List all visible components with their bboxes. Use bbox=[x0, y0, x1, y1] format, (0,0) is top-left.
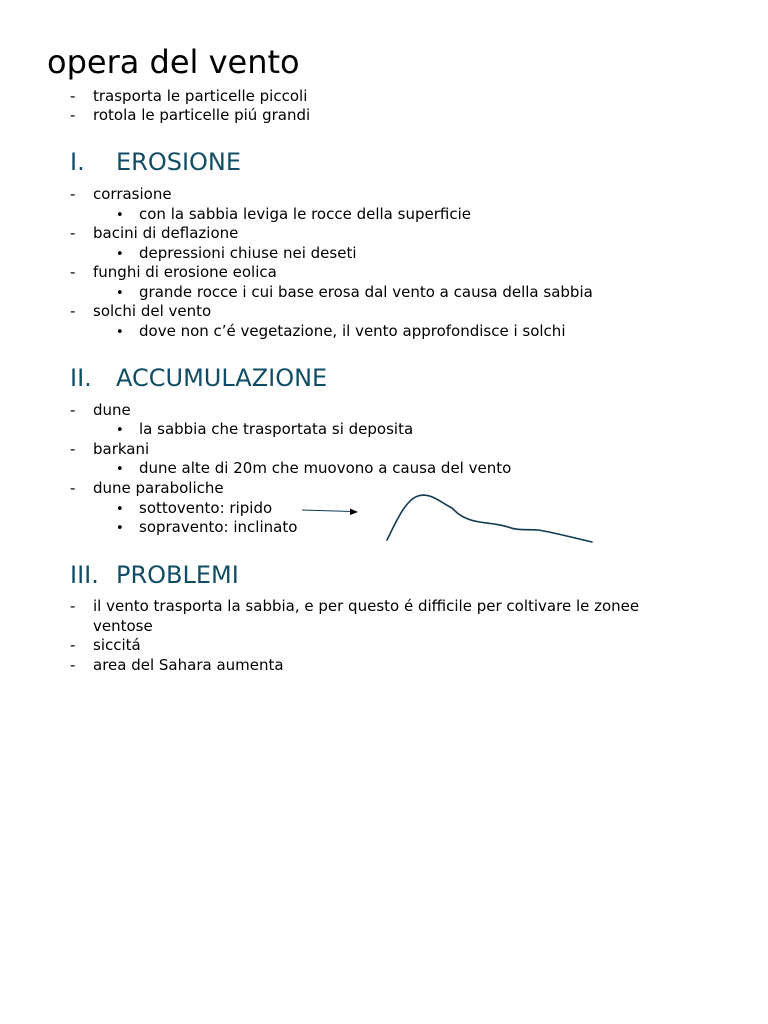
arrow-right-icon bbox=[302, 509, 358, 516]
section-heading-problemi bbox=[70, 560, 239, 590]
list-item bbox=[70, 185, 172, 205]
sub-list-item bbox=[116, 420, 413, 441]
intro-item-text: trasporta le particelle piccoli bbox=[93, 87, 308, 105]
dash-marker: - bbox=[70, 87, 76, 105]
dash-marker: - bbox=[70, 479, 76, 497]
section-title: EROSIONE bbox=[116, 148, 242, 176]
dash-marker: - bbox=[70, 302, 76, 320]
bullet-marker: • bbox=[116, 521, 124, 536]
dash-marker: - bbox=[70, 106, 76, 124]
list-item bbox=[70, 401, 131, 421]
list-item bbox=[70, 479, 224, 499]
list-item bbox=[70, 597, 639, 617]
sub-list-item-text: depressioni chiuse nei deseti bbox=[139, 244, 357, 262]
list-item-continuation: ventose bbox=[93, 617, 153, 635]
bullet-marker: • bbox=[116, 423, 124, 438]
section-heading-accumulazione bbox=[70, 363, 327, 393]
list-item-text: dune bbox=[93, 401, 131, 419]
list-item-text: siccitá bbox=[93, 636, 141, 654]
sub-list-item bbox=[116, 459, 511, 480]
intro-item bbox=[70, 106, 310, 126]
list-item-text: dune paraboliche bbox=[93, 479, 224, 497]
bullet-marker: • bbox=[116, 247, 124, 262]
arrow-head bbox=[350, 509, 358, 516]
dash-marker: - bbox=[70, 185, 76, 203]
sub-list-item bbox=[116, 499, 272, 520]
intro-item bbox=[70, 87, 307, 107]
section-number: II. bbox=[70, 364, 92, 392]
dash-marker: - bbox=[70, 263, 76, 281]
dash-marker: - bbox=[70, 636, 76, 654]
sub-list-item-text: sottovento: ripido bbox=[139, 499, 273, 517]
section-title: PROBLEMI bbox=[116, 561, 239, 589]
dash-marker: - bbox=[70, 656, 76, 674]
sub-list-item bbox=[116, 322, 565, 343]
bullet-marker: • bbox=[116, 502, 124, 517]
sub-list-item bbox=[116, 518, 297, 539]
section-title: ACCUMULAZIONE bbox=[116, 364, 328, 392]
dash-marker: - bbox=[70, 597, 76, 615]
sub-list-item-text: la sabbia che trasportata si deposita bbox=[139, 420, 414, 438]
sub-list-item-text: dove non c’é vegetazione, il vento approfondisce i solchi bbox=[139, 322, 566, 340]
sub-list-item-text: grande rocce i cui base erosa dal vento a causa della sabbia bbox=[139, 283, 593, 301]
sub-list-item bbox=[116, 205, 471, 226]
list-item bbox=[70, 263, 277, 283]
bullet-marker: • bbox=[116, 462, 124, 477]
dune-profile-line bbox=[387, 495, 592, 542]
section-number: I. bbox=[70, 148, 85, 176]
dash-marker: - bbox=[70, 401, 76, 419]
list-item-text: corrasione bbox=[93, 185, 172, 203]
list-item bbox=[70, 440, 149, 460]
list-item bbox=[70, 636, 141, 656]
bullet-marker: • bbox=[116, 325, 124, 340]
list-item-text: il vento trasporta la sabbia, e per questo é difficile per coltivare le zonee bbox=[93, 597, 640, 615]
list-item-text: bacini di deflazione bbox=[93, 224, 239, 242]
sub-list-item-text: dune alte di 20m che muovono a causa del vento bbox=[139, 459, 512, 477]
sub-list-item bbox=[116, 283, 593, 304]
document-title: opera del vento bbox=[47, 43, 300, 81]
sub-list-item-text: sopravento: inclinato bbox=[139, 518, 298, 536]
sub-list-item-text: con la sabbia leviga le rocce della superficie bbox=[139, 205, 471, 223]
section-number: III. bbox=[70, 561, 99, 589]
bullet-marker: • bbox=[116, 208, 124, 223]
list-item-text: solchi del vento bbox=[93, 302, 212, 320]
dash-marker: - bbox=[70, 440, 76, 458]
dash-marker: - bbox=[70, 224, 76, 242]
list-item-text: barkani bbox=[93, 440, 150, 458]
list-item bbox=[70, 656, 284, 676]
arrow-shaft bbox=[302, 510, 352, 512]
list-item bbox=[70, 224, 238, 244]
list-item-text: area del Sahara aumenta bbox=[93, 656, 284, 674]
list-item-text: funghi di erosione eolica bbox=[93, 263, 277, 281]
bullet-marker: • bbox=[116, 286, 124, 301]
dune-profile-sketch bbox=[290, 484, 610, 554]
sub-list-item bbox=[116, 244, 357, 265]
section-heading-erosione bbox=[70, 147, 241, 177]
intro-item-text: rotola le particelle piú grandi bbox=[93, 106, 311, 124]
list-item bbox=[70, 302, 211, 322]
